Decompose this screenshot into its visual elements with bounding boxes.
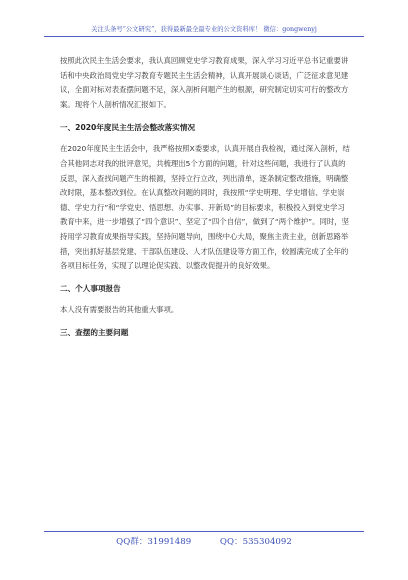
section-1-heading: 一、2020年度民主生活会整改落实情况	[60, 123, 196, 133]
document-body	[60, 54, 350, 340]
footer-qq: QQ：535304092	[219, 537, 292, 547]
footer	[44, 536, 364, 548]
section-3-heading: 三、查摆的主要问题	[60, 328, 129, 338]
section-1-paragraph: 在2020年度民主生活会中，我严格按照X委要求，认真开展自我检视，通过深入剖析，结合其他同志对我的批评意见，共梳理出5个方面的问题，针对这些问题，我进行了认真的反思，深入查找问题产生的根源，坚持立行立改，列出清单，逐条制定整改措施，明确整改时限，基本整改到位。在认真整改问题的同时，我按照“学史明理、学史增信、学史崇德、学史力行”和“学党史、悟思想、办实事、开新局”的目标要求，积极投入到党史学习教育中来，进一步增强了“四个意识”、坚定了“四个自信”，做到了“两个维护”。同时，坚持用学习教育成果指导实践，坚持问题导向，围绕中心大局，聚焦主责主业，创新思路举措，突出抓好基层党建、干部队伍建设、人才队伍建设等方面工作，较圆满完成了全年的各项目标任务，实现了以理论促实践、以整改促提升的良好效果。	[60, 144, 350, 271]
section-2-heading: 二、个人事项报告	[60, 283, 121, 293]
section-2-paragraph: 本人没有需要报告的其他重大事项。	[60, 304, 179, 314]
header-banner: 关注头条号“公文研究”，获得最新最全最专业的公文资料库！ 微信：gongwenyj	[91, 26, 317, 33]
intro-paragraph: 按照此次民主生活会要求，我认真回顾党史学习教育成果，深入学习习近平总书记重要讲话和中央政治局党史学习教育专题民主生活会精神，认真开展谈心谈话，广泛征求意见建议，全面对标对表查摆问题不足，深入剖析问题产生的根源，研究制定切实可行的整改方案。现将个人剖析情况汇报如下。	[60, 56, 349, 109]
footer-divider	[44, 531, 364, 532]
header-divider	[44, 36, 364, 37]
footer-qq-group: QQ群：31991489	[116, 537, 192, 547]
